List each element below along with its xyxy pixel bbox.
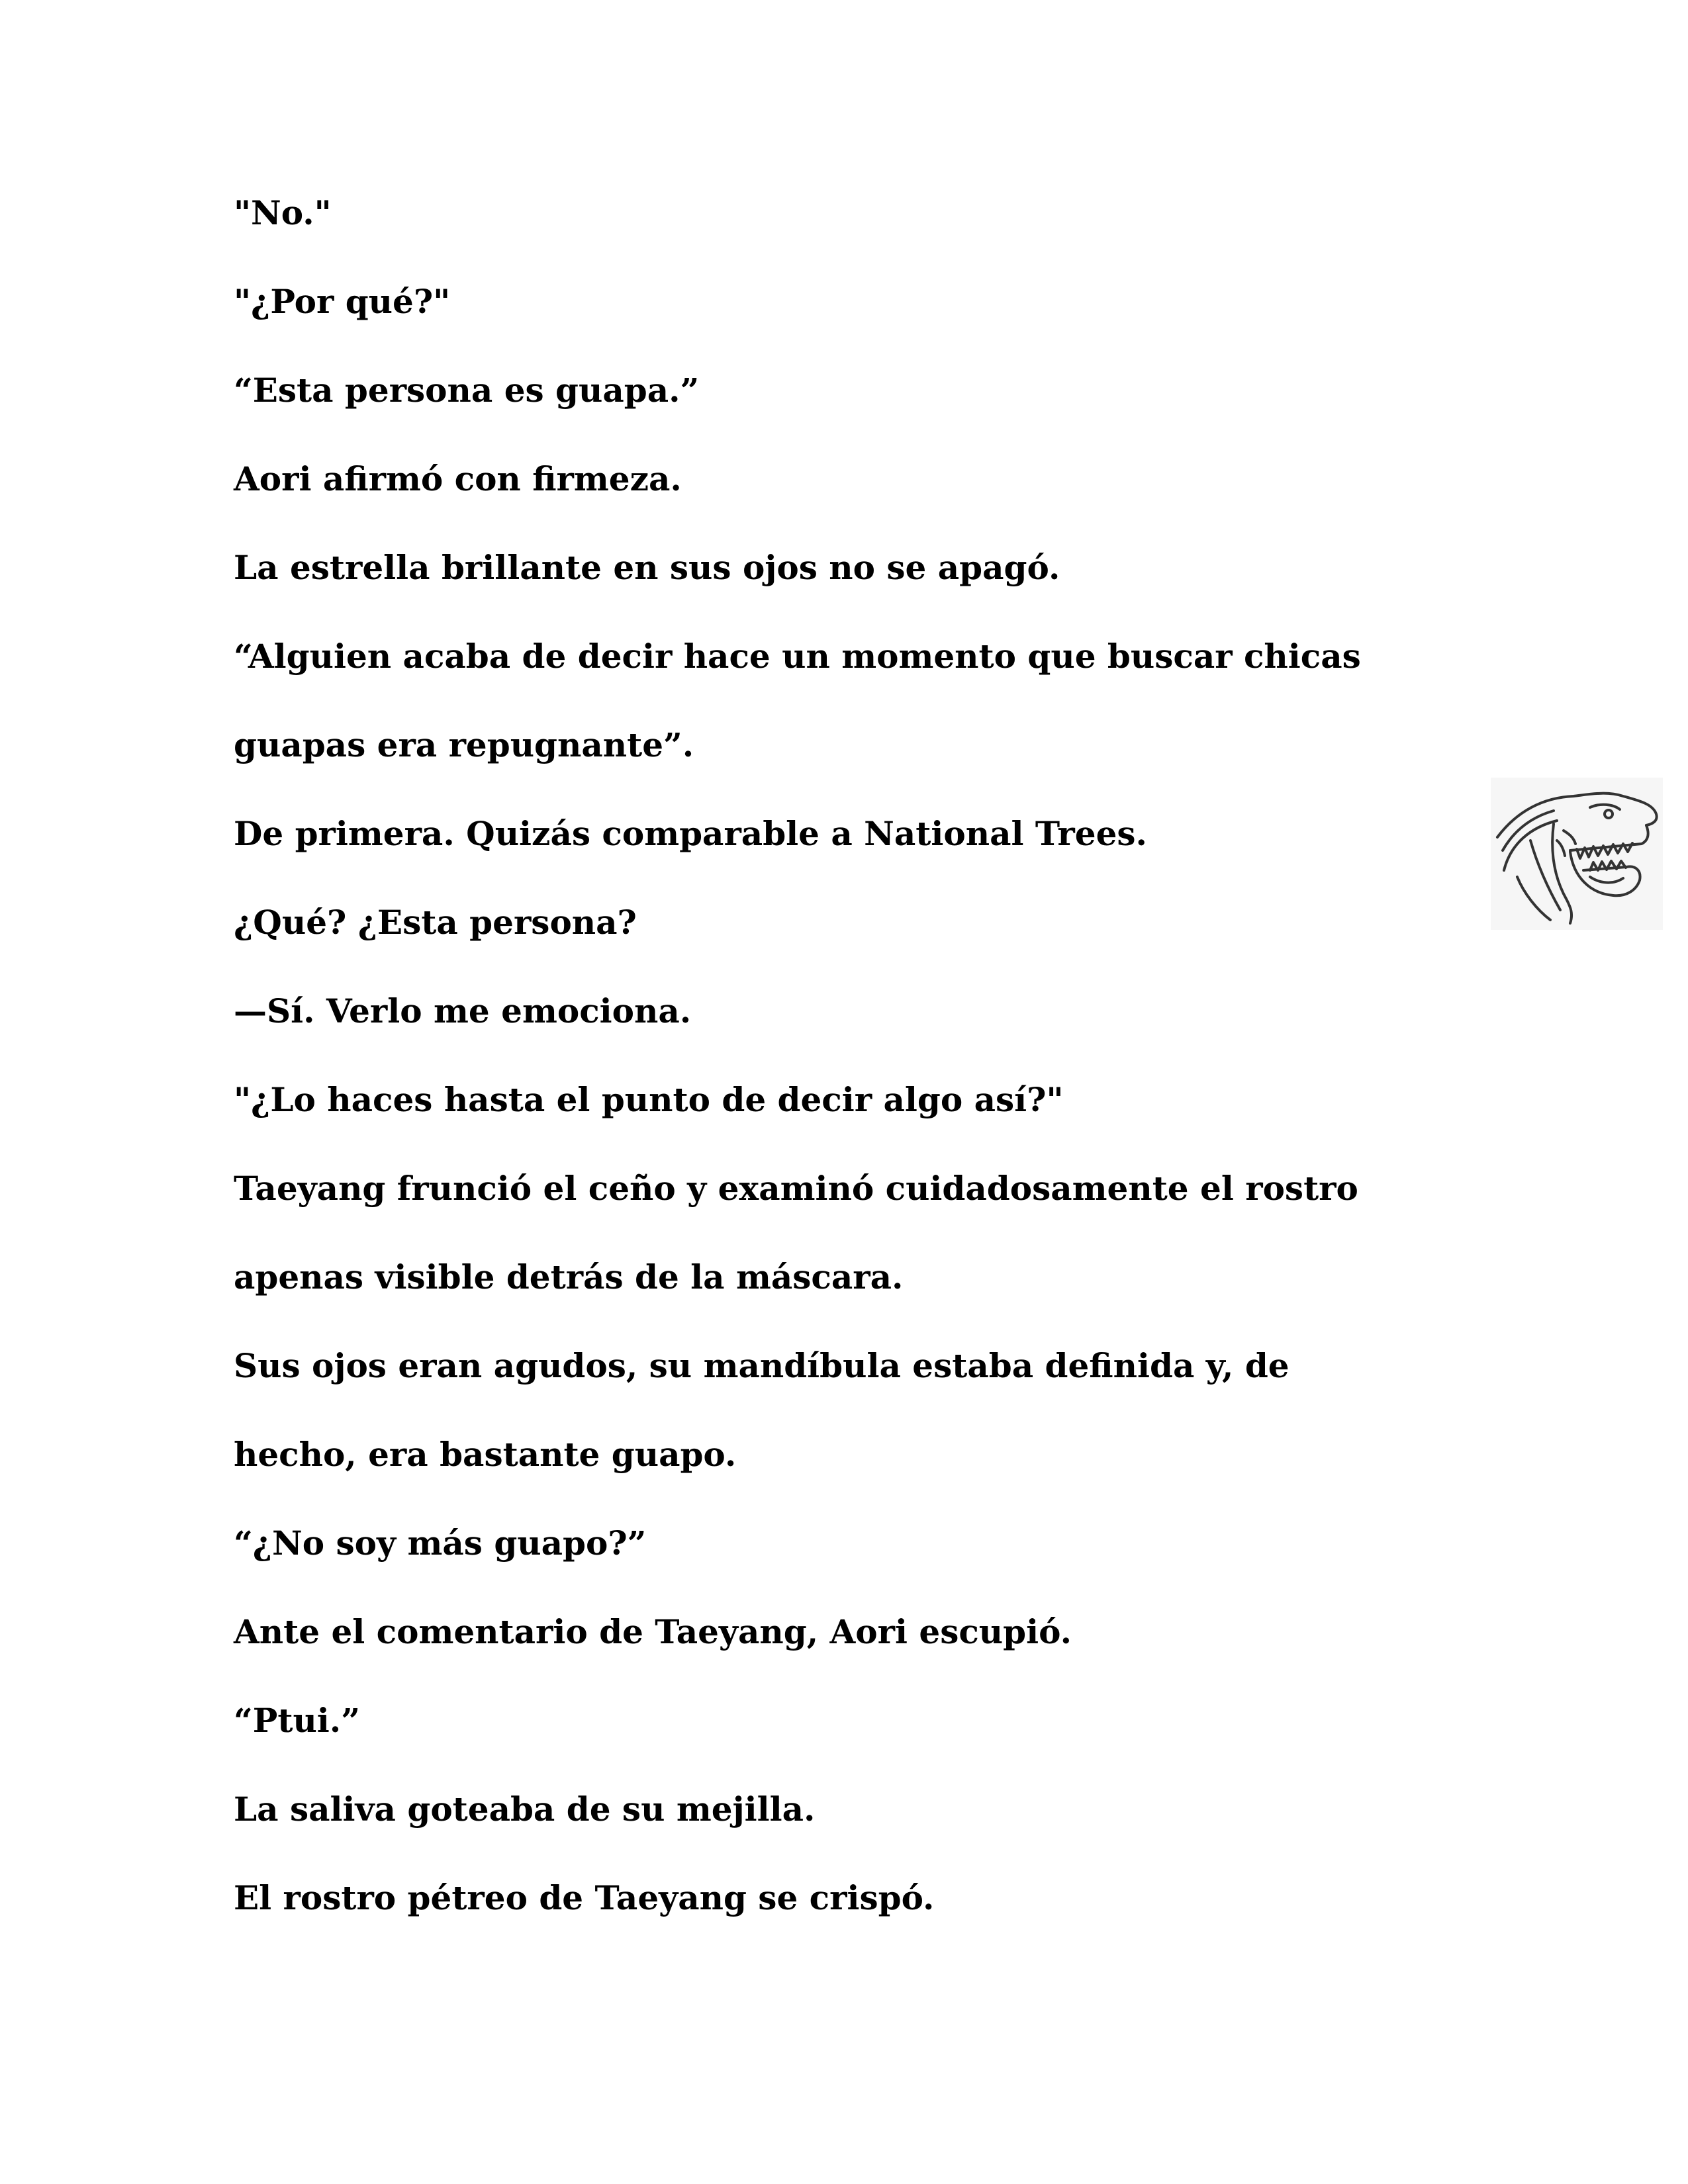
text-line: "¿Por qué?" bbox=[234, 282, 451, 321]
text-line: Taeyang frunció el ceño y examinó cuidadosamente el rostro bbox=[234, 1169, 1358, 1208]
text-line: La estrella brillante en sus ojos no se apagó. bbox=[234, 548, 1060, 587]
text-line: La saliva goteaba de su mejilla. bbox=[234, 1790, 816, 1829]
text-line: hecho, era bastante guapo. bbox=[234, 1435, 737, 1474]
text-line: Ante el comentario de Taeyang, Aori escupió. bbox=[234, 1612, 1072, 1651]
text-line: guapas era repugnante”. bbox=[234, 725, 694, 764]
text-line: Sus ojos eran agudos, su mandíbula estaba definida y, de bbox=[234, 1346, 1289, 1385]
text-line: ¿Qué? ¿Esta persona? bbox=[234, 903, 637, 942]
text-line: El rostro pétreo de Taeyang se crispó. bbox=[234, 1878, 935, 1917]
text-line: —Sí. Verlo me emociona. bbox=[234, 991, 692, 1030]
body-text bbox=[234, 191, 1445, 1964]
text-line: "¿Lo haces hasta el punto de decir algo así?" bbox=[234, 1080, 1064, 1119]
dinosaur-head-icon bbox=[1491, 778, 1663, 930]
text-line: De primera. Quizás comparable a National Trees. bbox=[234, 814, 1147, 853]
text-line: “Alguien acaba de decir hace un momento que buscar chicas bbox=[234, 637, 1361, 676]
text-line: “Esta persona es guapa.” bbox=[234, 371, 700, 410]
text-line: apenas visible detrás de la máscara. bbox=[234, 1257, 904, 1297]
text-line: “¿No soy más guapo?” bbox=[234, 1524, 647, 1563]
text-line: Aori afirmó con firmeza. bbox=[234, 459, 682, 498]
text-line: “Ptui.” bbox=[234, 1701, 360, 1740]
text-line: "No." bbox=[234, 193, 332, 232]
